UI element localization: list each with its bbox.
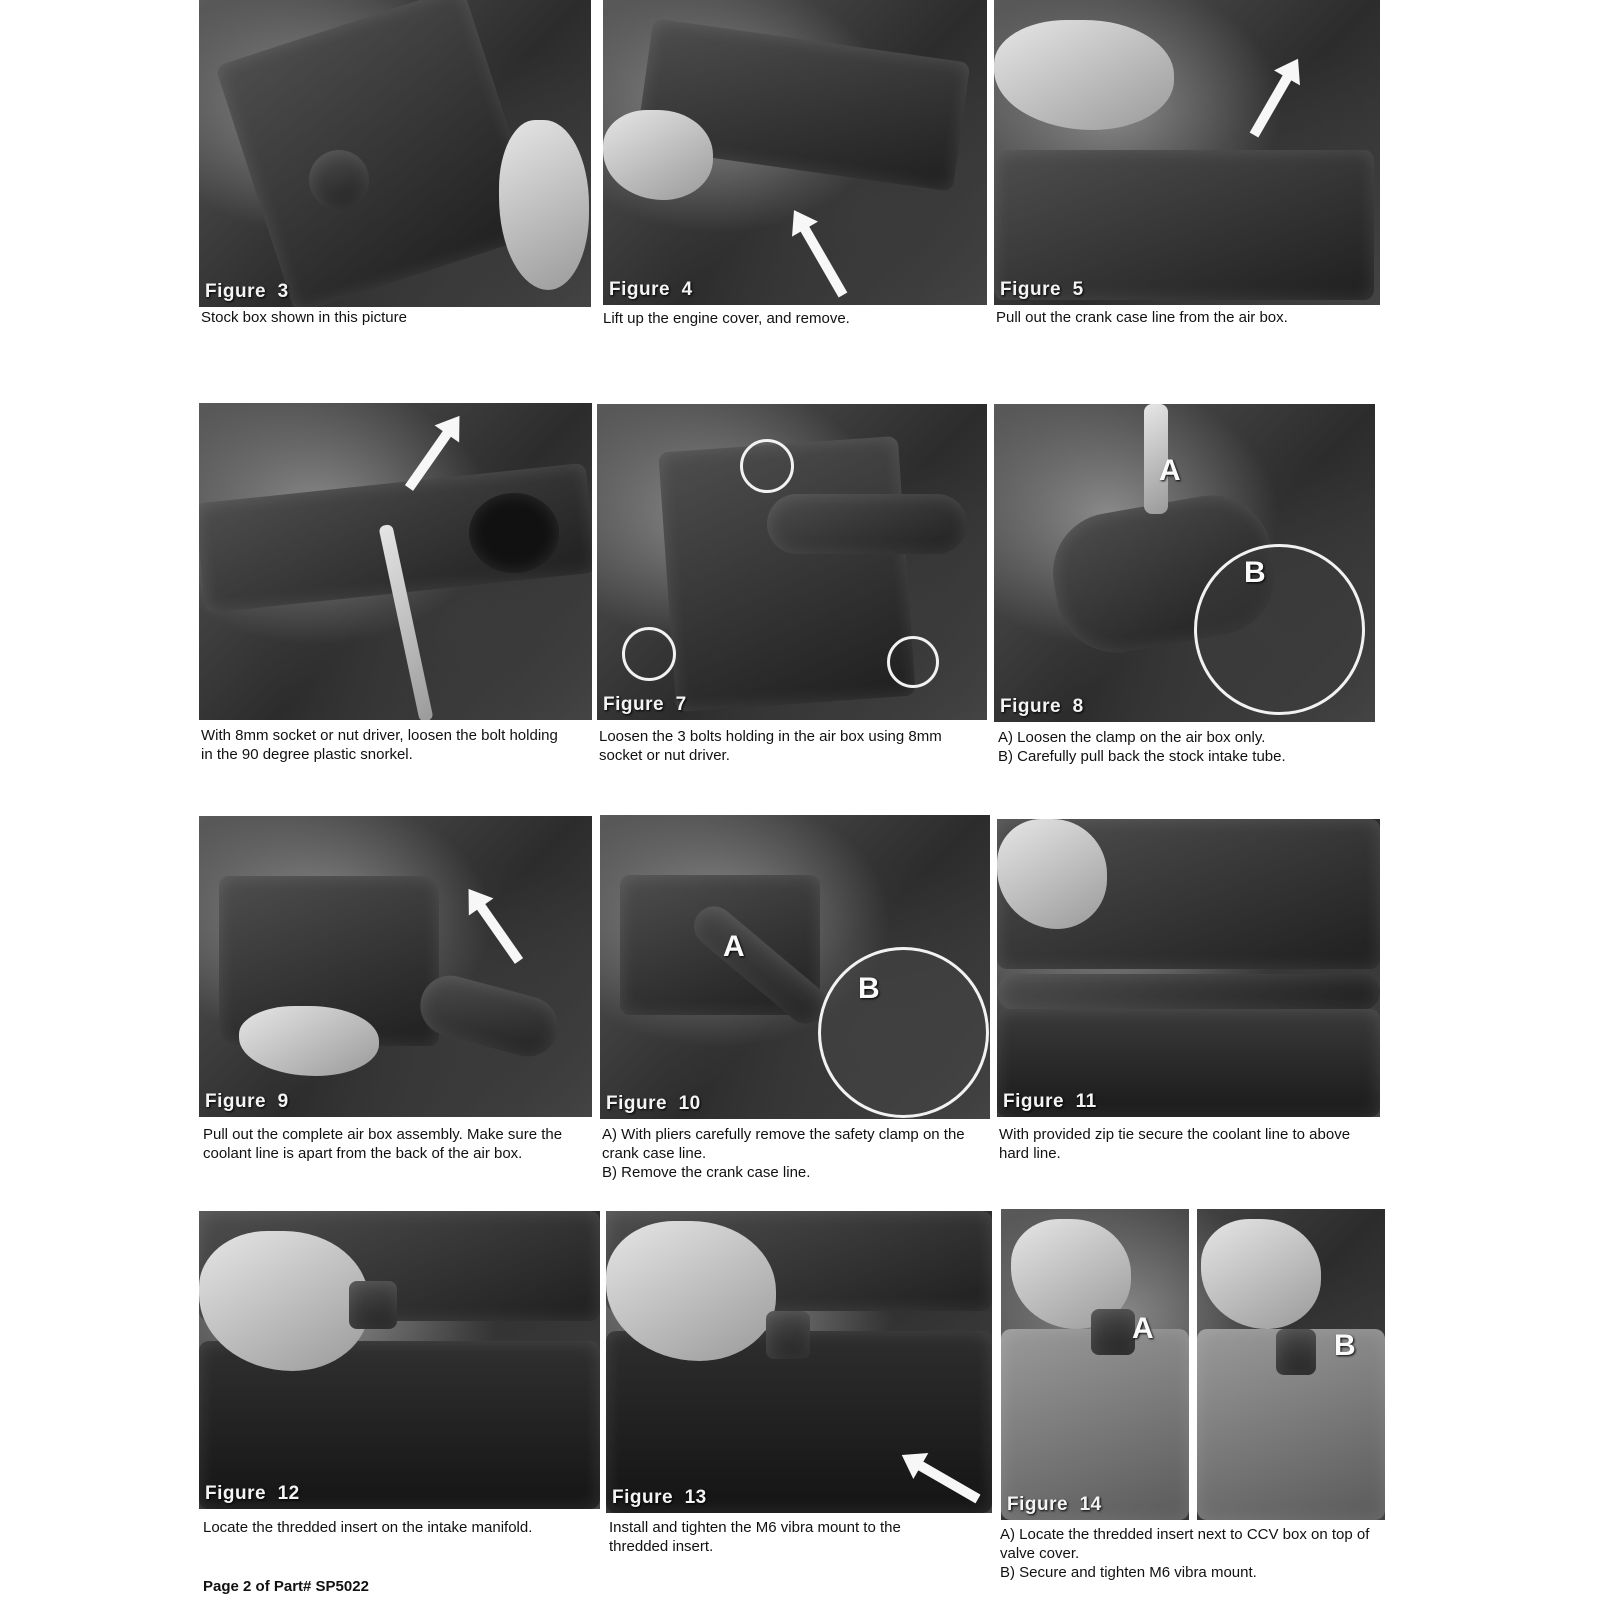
letter-b-label: B [1334,1329,1356,1362]
figure-3-photo [199,0,591,307]
figure-label: Figure 5 [1000,279,1084,300]
figure-8-caption: A) Loosen the clamp on the air box only. B) Carefully pull back the stock intake tube. [998,729,1286,765]
figure-4-photo [603,0,987,305]
arrow-icon [799,223,848,297]
figure-label: Figure 10 [606,1093,701,1114]
figure-label: Figure 8 [1000,696,1084,717]
figure-5-photo [994,0,1380,305]
figure-label: Figure 3 [205,281,289,302]
figure-5-caption: Pull out the crank case line from the air box. [996,309,1288,326]
figure-label: Figure 4 [609,279,693,300]
page-footer: Page 2 of Part# SP5022 [203,1578,369,1595]
figure-12-photo [199,1211,600,1509]
figure-7-caption: Loosen the 3 bolts holding in the air box using 8mm socket or nut driver. [599,728,942,764]
letter-a-label: A [1132,1312,1154,1345]
figure-11-caption: With provided zip tie secure the coolant line to above hard line. [999,1126,1351,1162]
figure-7-photo [597,404,987,720]
figure-label: Figure 12 [205,1483,300,1504]
figure-3-caption: Stock box shown in this picture [201,309,407,326]
figure-label: Figure 14 [1007,1494,1102,1515]
figure-13-caption: Install and tighten the M6 vibra mount to the thredded insert. [609,1519,901,1555]
figure-14-photo [1001,1209,1385,1520]
figure-13-photo [606,1211,992,1513]
figure-label: Figure 11 [1003,1091,1097,1112]
figure-12-caption: Locate the thredded insert on the intake manifold. [203,1519,533,1536]
figure-9-caption: Pull out the complete air box assembly. Make sure the coolant line is apart from the back of the air box. [203,1126,563,1162]
figure-4-caption: Lift up the engine cover, and remove. [603,310,850,327]
figure-11-photo [997,819,1380,1117]
arrow-icon [475,901,523,964]
arrow-icon [1250,72,1294,138]
figure-label: Figure 9 [205,1091,289,1112]
figure-6-photo [199,403,592,720]
figure-label: Figure 7 [603,694,687,715]
figure-label: Figure 13 [612,1487,707,1508]
figure-9-photo [199,816,592,1117]
letter-a-label: A [1159,454,1181,487]
figure-10-caption: A) With pliers carefully remove the safety clamp on the crank case line. B) Remove the crank case line. [602,1126,965,1181]
letter-b-label: B [1244,556,1266,589]
figure-10-photo [600,815,990,1119]
figure-14-caption: A) Locate the thredded insert next to CCV box on top of valve cover. B) Secure and tighten M6 vibra mount. [1000,1526,1370,1581]
letter-b-label: B [858,972,880,1005]
letter-a-label: A [723,930,745,963]
figure-8-photo [994,404,1375,722]
figure-6-caption: With 8mm socket or nut driver, loosen the bolt holding in the 90 degree plastic snorkel. [201,727,558,763]
